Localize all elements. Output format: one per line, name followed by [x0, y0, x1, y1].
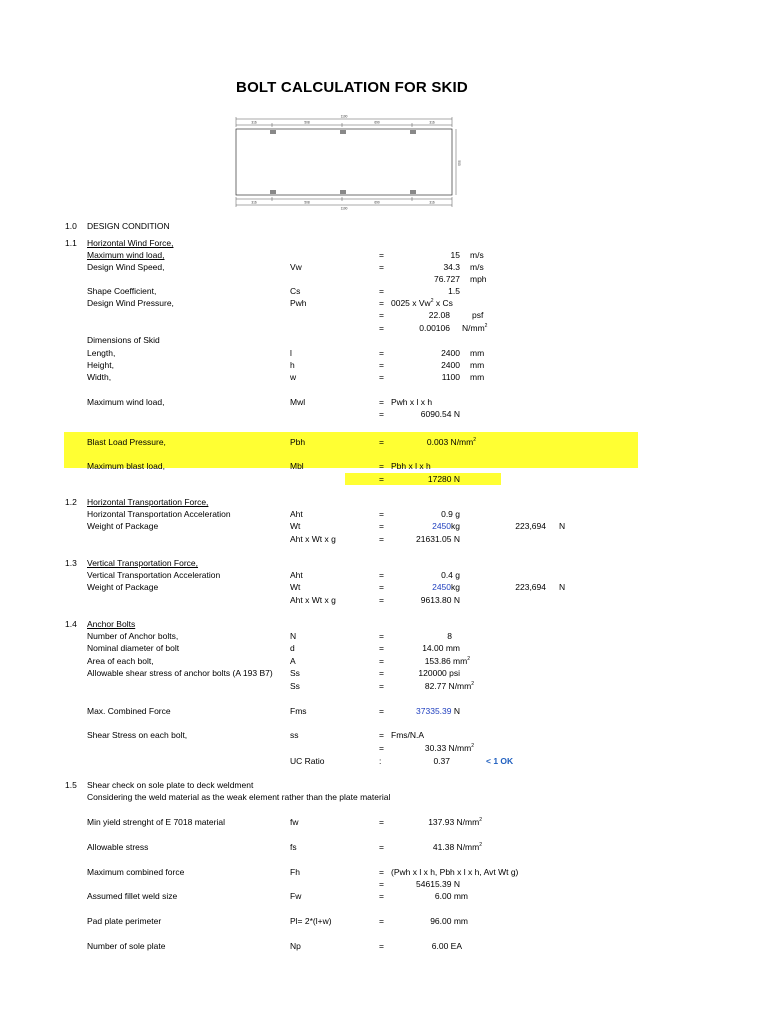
calc-row: Shear Stress on each bolt, ss = Fms/N.A — [87, 730, 425, 740]
calc-row: Shape Coefficient, Cs = 1.5 — [87, 286, 460, 296]
uc-ok-note: < 1 OK — [486, 756, 514, 766]
dim-bottom-1: 316 — [251, 200, 257, 205]
section-heading: Anchor Bolts — [87, 619, 136, 629]
calc-row: = 17280 N — [379, 474, 460, 484]
calc-row: Max. Combined Force Fms = 37335.39 N — [87, 706, 460, 716]
section-1-3: 1.3 Vertical Transportation Force, — [65, 558, 199, 568]
calc-row: Nominal diameter of bolt d = 14.00 mm — [87, 643, 460, 653]
calc-row: Considering the weld material as the weak element rather than the plate material — [87, 792, 391, 802]
calc-row: Maximum combined force Fh = (Pwh x l x h, Pbh x l x h, Avt Wt g) — [87, 867, 519, 877]
calc-row: Height, h = 2400 mm — [87, 360, 485, 370]
calc-row: Dimensions of Skid — [87, 335, 160, 345]
dim-top-2: 508 — [304, 120, 310, 125]
calc-row: Area of each bolt, A = 153.86 $mm^2$ — [87, 656, 470, 666]
calc-row: 76.727 mph — [434, 274, 487, 284]
calc-row: Pad plate perimeter Pl= 2*(l+w) = 96.00 mm — [87, 916, 468, 926]
dim-bottom-2: 508 — [304, 200, 310, 205]
calc-row: Vertical Transportation Acceleration Aht = 0.4 g — [87, 570, 460, 580]
calc-row: = 6090.54 N — [379, 409, 460, 419]
dim-bottom-3: 690 — [374, 200, 380, 205]
page-title: BOLT CALCULATION FOR SKID — [236, 79, 468, 96]
calc-row: Maximum blast load, Mbl = Pbh x l x h — [87, 461, 431, 471]
calc-row: Width, w = 1100 mm — [87, 372, 485, 382]
section-1-4: 1.4 Anchor Bolts — [65, 619, 136, 629]
section-heading: Vertical Transportation Force, — [87, 558, 199, 568]
calc-row: Ss = 82.77 $N/mm^2$ — [290, 681, 474, 691]
section-1-0: 1.0 DESIGN CONDITION — [65, 221, 170, 231]
calc-row: Number of Anchor bolts, N = 8 — [87, 631, 452, 641]
calc-row: Aht x Wt x g = 9613.80 N — [290, 595, 460, 605]
calc-row: Allowable stress fs = 41.38 $N/mm^2$ — [87, 842, 482, 852]
calc-row: = 30.33 $N/mm^2$ — [379, 743, 474, 753]
calc-row: Weight of Package Wt = 2450kg 223,694 N — [87, 582, 566, 592]
calc-row: UC Ratio : 0.37 < 1 OK — [290, 756, 514, 766]
section-1-2: 1.2 Horizontal Transportation Force, — [65, 497, 209, 507]
dim-side: 500 — [457, 160, 461, 166]
calc-row: Assumed fillet weld size Fw = 6.00 mm — [87, 891, 468, 901]
calc-row: = 54615.39 N — [379, 879, 460, 889]
dim-bottom-4: 316 — [429, 200, 435, 205]
calc-row: Maximum wind load, Mwl = Pwh x l x h — [87, 397, 433, 407]
section-heading: Horizontal Wind Force, — [87, 238, 174, 248]
calc-row: Horizontal Transportation Acceleration Aht = 0.9 g — [87, 509, 460, 519]
dim-top-4: 316 — [429, 120, 435, 125]
calc-row: = 0.00106 $N/mm^2$ — [379, 323, 488, 333]
calc-row: Design Wind Speed, Vw = 34.3 m/s — [87, 262, 484, 272]
section-heading: Horizontal Transportation Force, — [87, 497, 209, 507]
calc-row: = 22.08 psf — [379, 310, 484, 320]
dim-top-1: 316 — [251, 120, 257, 125]
calc-row: Number of sole plate Np = 6.00 EA — [87, 941, 462, 951]
calc-row: Blast Load Pressure, Pbh = 0.003 $N/mm^2$ — [87, 437, 476, 447]
calc-row: Length, l = 2400 mm — [87, 348, 485, 358]
calc-row: Allowable shear stress of anchor bolts (A 193 B7) Ss = 120000 psi — [87, 668, 460, 678]
calc-row: Weight of Package Wt = 2450kg 223,694 N — [87, 521, 566, 531]
section-1-5: 1.5 Shear check on sole plate to deck weldment — [65, 780, 254, 790]
dim-bottom-total: 1100 — [340, 206, 348, 211]
dim-top-3: 690 — [374, 120, 380, 125]
calc-row: Maximum wind load, = 15 m/s — [87, 250, 484, 260]
section-heading: DESIGN CONDITION — [87, 221, 170, 231]
calc-row: Aht x Wt x g = 21631.05 N — [290, 534, 460, 544]
calc-row: Design Wind Pressure, Pwh = 0025 x Vw$^2$ x Cs — [87, 298, 453, 308]
dim-top-total: 1100 — [340, 114, 348, 119]
calc-row: Min yield strenght of E 7018 material fw = 137.93 $N/mm^2$ — [87, 817, 482, 827]
section-1-1: 1.1 Horizontal Wind Force, — [65, 238, 174, 248]
section-heading: Shear check on sole plate to deck weldment — [87, 780, 254, 790]
